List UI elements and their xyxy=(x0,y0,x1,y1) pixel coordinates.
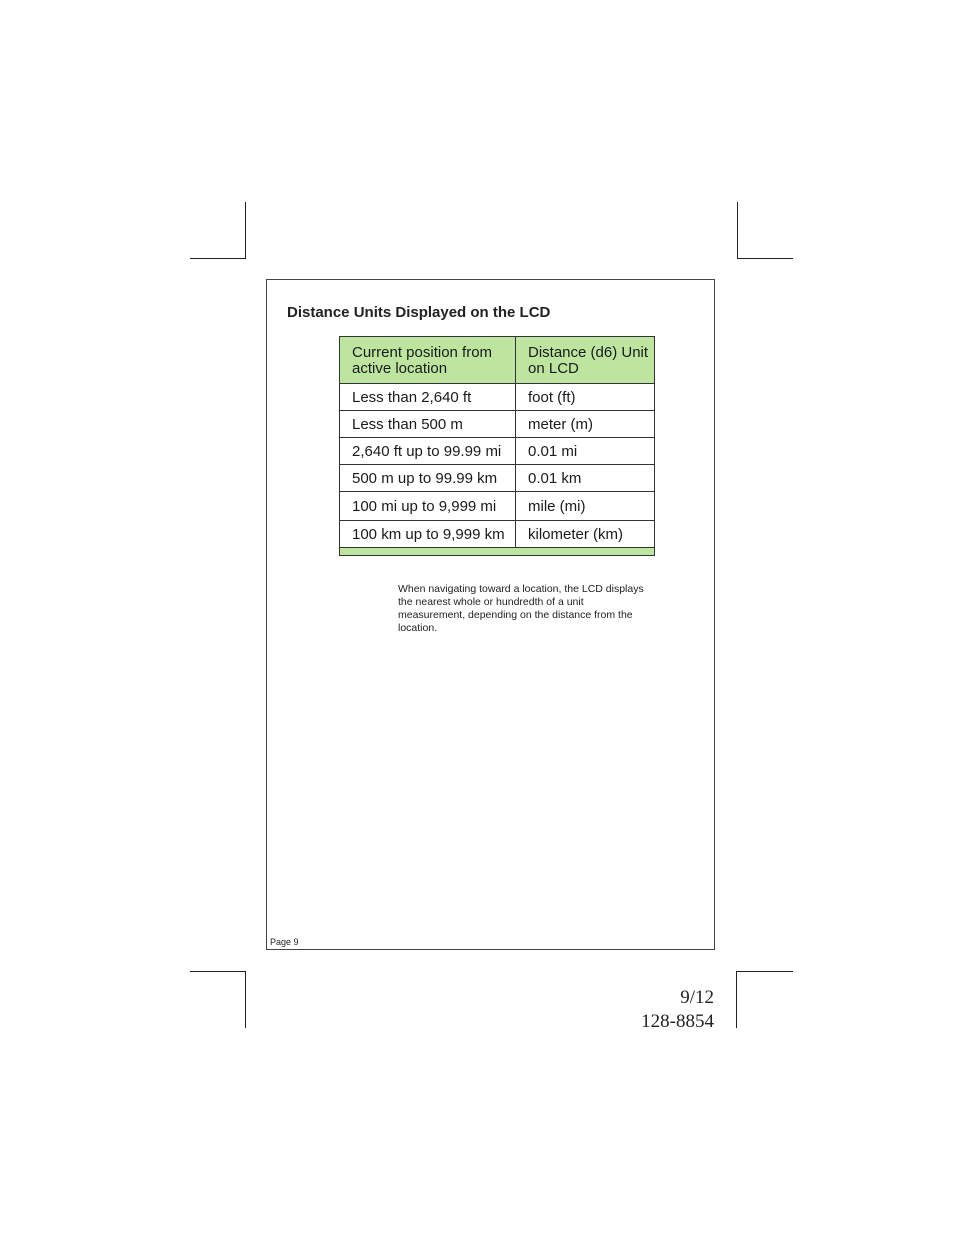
position-cell: Less than 2,640 ft xyxy=(340,384,516,411)
stamp-date: 9/12 xyxy=(680,987,714,1008)
crop-mark-bottom-left-vertical xyxy=(245,971,246,1028)
table-row xyxy=(340,492,655,521)
table-footer-band xyxy=(340,548,655,556)
position-cell: Less than 500 m xyxy=(340,411,516,438)
table-row xyxy=(340,384,655,411)
crop-mark-top-right-horizontal xyxy=(737,258,793,259)
table-row xyxy=(340,411,655,438)
print-stamp xyxy=(641,986,714,1034)
table-header-row xyxy=(340,337,655,384)
unit-cell: 0.01 km xyxy=(516,465,655,492)
position-cell: 100 km up to 9,999 km xyxy=(340,521,516,548)
crop-mark-top-right-vertical xyxy=(737,202,738,259)
crop-mark-bottom-right-vertical xyxy=(736,971,737,1028)
table-row xyxy=(340,438,655,465)
table-row xyxy=(340,465,655,492)
navigation-note: When navigating toward a location, the LCD displays the nearest whole or hundredth of a unit measurement, depending on the distance from the location. xyxy=(398,583,644,634)
position-cell: 100 mi up to 9,999 mi xyxy=(340,492,516,521)
unit-cell: kilometer (km) xyxy=(516,521,655,548)
column-header-unit: Distance (d6) Unit on LCD xyxy=(516,337,655,384)
page-number: Page 9 xyxy=(270,937,299,947)
position-cell: 2,640 ft up to 99.99 mi xyxy=(340,438,516,465)
position-cell: 500 m up to 99.99 km xyxy=(340,465,516,492)
crop-mark-bottom-right-horizontal xyxy=(737,971,793,972)
crop-mark-top-left-vertical xyxy=(245,202,246,259)
unit-cell: 0.01 mi xyxy=(516,438,655,465)
stamp-code: 128-8854 xyxy=(641,1011,714,1032)
unit-cell: meter (m) xyxy=(516,411,655,438)
table-row xyxy=(340,521,655,548)
crop-mark-bottom-left-horizontal xyxy=(190,971,246,972)
unit-cell: foot (ft) xyxy=(516,384,655,411)
distance-units-table xyxy=(339,336,655,556)
section-heading: Distance Units Displayed on the LCD xyxy=(287,304,551,321)
column-header-position: Current position from active location xyxy=(340,337,516,384)
crop-mark-top-left-horizontal xyxy=(190,258,246,259)
table-footer-row xyxy=(340,548,655,556)
unit-cell: mile (mi) xyxy=(516,492,655,521)
